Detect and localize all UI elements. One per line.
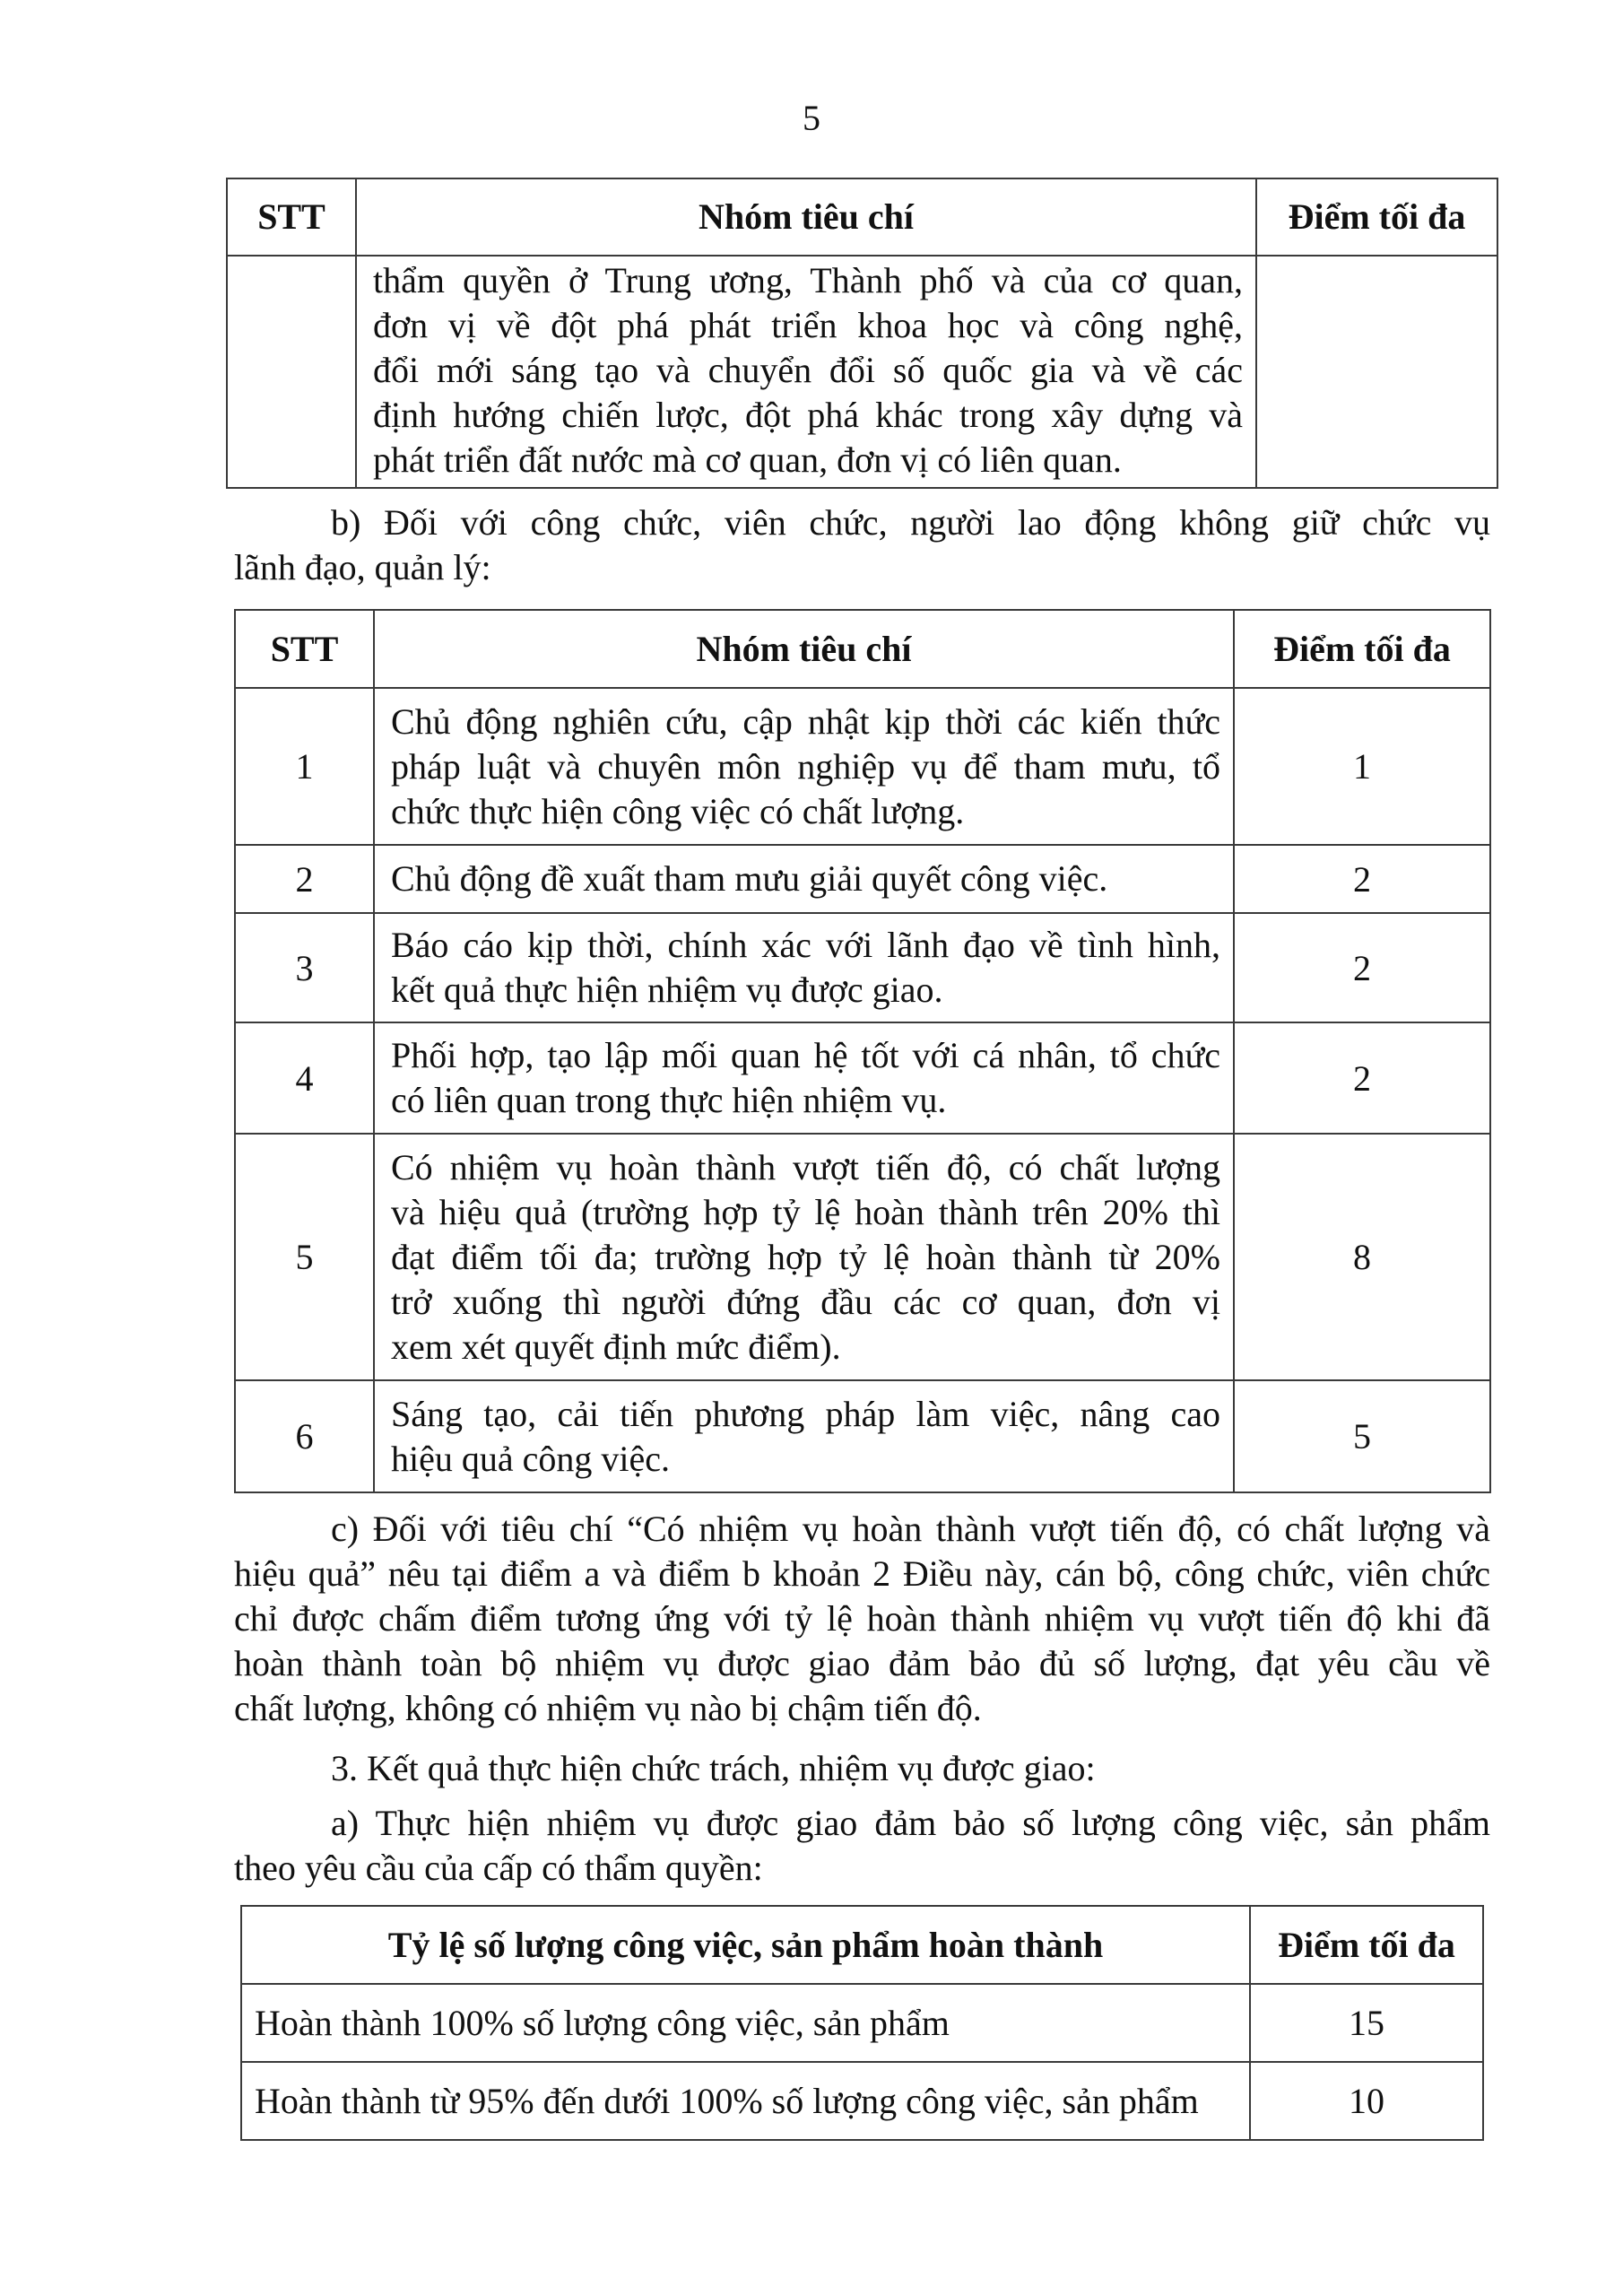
text-line: chức thực hiện công việc có chất lượng. xyxy=(391,790,965,831)
cell-stt: 3 xyxy=(235,913,374,1022)
section-3-heading xyxy=(234,1746,1490,1791)
page-number: 5 xyxy=(803,98,820,138)
cell-completion-rate: Hoàn thành 100% số lượng công việc, sản phẩm xyxy=(241,1984,1250,2062)
text-line: đơn vị về đột phá phát triển khoa học và công nghệ, xyxy=(373,305,1243,345)
table-header-row xyxy=(227,178,1497,256)
cell-stt: 4 xyxy=(235,1022,374,1134)
text-line: hiệu quả” nêu tại điểm a và điểm b khoản 2 Điều này, cán bộ, công chức, viên chức xyxy=(234,1553,1490,1594)
text-line: và hiệu quả (trường hợp tỷ lệ hoàn thành trên 20% thì xyxy=(391,1191,1220,1232)
cell-stt: 1 xyxy=(235,688,374,845)
text-line: chất lượng, không có nhiệm vụ nào bị chậm tiến độ. xyxy=(234,1688,982,1728)
cell-criteria xyxy=(374,1022,1234,1134)
table-row xyxy=(235,1380,1490,1492)
text-line: phát triển đất nước mà cơ quan, đơn vị có liên quan. xyxy=(373,439,1122,480)
text-line: chỉ được chấm điểm tương ứng với tỷ lệ hoàn thành nhiệm vụ vượt tiến độ khi đã xyxy=(234,1598,1490,1639)
table-row xyxy=(235,688,1490,845)
cell-points: 15 xyxy=(1250,1984,1483,2062)
cell-criteria xyxy=(374,913,1234,1022)
cell-criteria xyxy=(356,256,1256,488)
cell-stt: 2 xyxy=(235,845,374,913)
header-criteria-group: Nhóm tiêu chí xyxy=(356,178,1256,256)
text-line: theo yêu cầu của cấp có thẩm quyền: xyxy=(234,1848,763,1888)
text-line: Có nhiệm vụ hoàn thành vượt tiến độ, có chất lượng xyxy=(391,1146,1220,1187)
text-line: a) Thực hiện nhiệm vụ được giao đảm bảo số lượng công việc, sản phẩm xyxy=(331,1803,1490,1843)
text-line: Báo cáo kịp thời, chính xác với lãnh đạo về tình hình, xyxy=(391,925,1220,965)
text-line: lãnh đạo, quản lý: xyxy=(234,547,491,587)
cell-stt xyxy=(227,256,356,488)
header-max-points: Điểm tối đa xyxy=(1250,1906,1483,1984)
text-line: pháp luật và chuyên môn nghiệp vụ để tham mưu, tổ xyxy=(391,745,1220,787)
text-line: định hướng chiến lược, đột phá khác trong xây dựng và xyxy=(373,395,1243,435)
text-line: Chủ động đề xuất tham mưu giải quyết công việc. xyxy=(391,858,1108,899)
cell-stt: 6 xyxy=(235,1380,374,1492)
cell-points: 2 xyxy=(1234,1022,1490,1134)
text-line: Sáng tạo, cải tiến phương pháp làm việc, nâng cao xyxy=(391,1393,1220,1434)
text-line: b) Đối với công chức, viên chức, người lao động không giữ chức vụ xyxy=(331,502,1490,543)
text-line: hiệu quả công việc. xyxy=(391,1438,670,1479)
cell-completion-rate: Hoàn thành từ 95% đến dưới 100% số lượng công việc, sản phẩm xyxy=(241,2062,1250,2140)
text-line: 3. Kết quả thực hiện chức trách, nhiệm vụ được giao: xyxy=(331,1748,1096,1788)
text-line: hoàn thành toàn bộ nhiệm vụ được giao đảm bảo đủ số lượng, đạt yêu cầu về xyxy=(234,1643,1490,1683)
criteria-table-staff xyxy=(234,609,1491,1493)
text-line: c) Đối với tiêu chí “Có nhiệm vụ hoàn thành vượt tiến độ, có chất lượng và xyxy=(331,1509,1490,1549)
cell-points: 2 xyxy=(1234,913,1490,1022)
header-stt: STT xyxy=(227,178,356,256)
cell-points: 8 xyxy=(1234,1134,1490,1380)
cell-points: 1 xyxy=(1234,688,1490,845)
header-stt: STT xyxy=(235,610,374,688)
table-header-row xyxy=(241,1906,1483,1984)
completion-rate-table xyxy=(240,1905,1484,2141)
cell-criteria xyxy=(374,688,1234,845)
cell-points xyxy=(1256,256,1497,488)
table-row xyxy=(235,1022,1490,1134)
paragraph-b xyxy=(234,500,1490,590)
header-max-points: Điểm tối đa xyxy=(1234,610,1490,688)
table-row xyxy=(235,1134,1490,1380)
table-row xyxy=(241,1984,1483,2062)
table-row xyxy=(227,256,1497,488)
text-line: thẩm quyền ở Trung ương, Thành phố và của cơ quan, xyxy=(373,260,1243,300)
cell-criteria xyxy=(374,845,1234,913)
table-row xyxy=(241,2062,1483,2140)
paragraph-c xyxy=(234,1507,1490,1731)
cell-points: 5 xyxy=(1234,1380,1490,1492)
text-line: Phối hợp, tạo lập mối quan hệ tốt với cá nhân, tổ chức xyxy=(391,1035,1220,1075)
criteria-table-continued xyxy=(226,178,1498,489)
cell-criteria xyxy=(374,1134,1234,1380)
text-line: đổi mới sáng tạo và chuyển đổi số quốc gia và về các xyxy=(373,350,1243,390)
text-line: xem xét quyết định mức điểm). xyxy=(391,1326,841,1367)
text-line: Chủ động nghiên cứu, cập nhật kịp thời các kiến thức xyxy=(391,700,1220,742)
header-max-points: Điểm tối đa xyxy=(1256,178,1497,256)
text-line: kết quả thực hiện nhiệm vụ được giao. xyxy=(391,970,943,1010)
cell-points: 2 xyxy=(1234,845,1490,913)
cell-points: 10 xyxy=(1250,2062,1483,2140)
text-line: trở xuống thì người đứng đầu các cơ quan, đơn vị xyxy=(391,1281,1220,1322)
table-row xyxy=(235,845,1490,913)
table-header-row xyxy=(235,610,1490,688)
cell-stt: 5 xyxy=(235,1134,374,1380)
table-row xyxy=(235,913,1490,1022)
paragraph-a xyxy=(234,1801,1490,1891)
header-criteria-group: Nhóm tiêu chí xyxy=(374,610,1234,688)
cell-criteria xyxy=(374,1380,1234,1492)
header-completion-rate: Tỷ lệ số lượng công việc, sản phẩm hoàn thành xyxy=(241,1906,1250,1984)
text-line: có liên quan trong thực hiện nhiệm vụ. xyxy=(391,1080,947,1120)
text-line: đạt điểm tối đa; trường hợp tỷ lệ hoàn thành từ 20% xyxy=(391,1236,1220,1277)
